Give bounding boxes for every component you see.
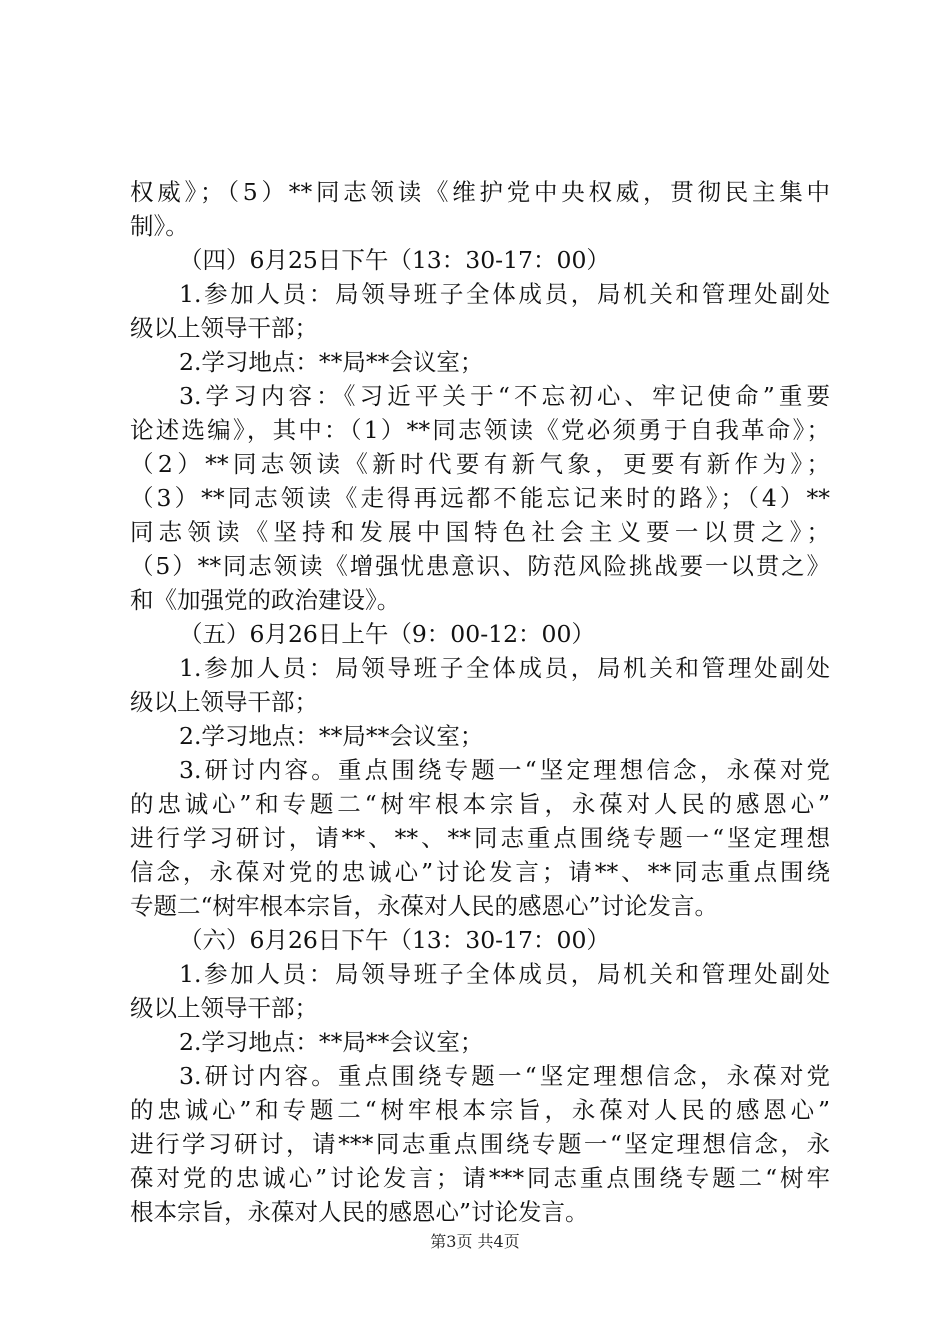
paragraph-line: 进行学习研讨，请***同志重点围绕专题一“坚定理想信念，永 — [130, 1130, 830, 1158]
section-heading: （四）6月25日下午（13：30-17：00） — [179, 246, 610, 274]
paragraph-line: 1.参加人员：局领导班子全体成员，局机关和管理处副处 — [179, 280, 830, 308]
page-footer: 第3页 共4页 — [430, 1232, 520, 1251]
paragraph-line: 根本宗旨，永葆对人民的感恩心”讨论发言。 — [130, 1198, 589, 1226]
paragraph-line: 级以上领导干部； — [130, 688, 318, 716]
paragraph-line: （3）**同志领读《走得再远都不能忘记来时的路》；（4）** — [130, 484, 830, 512]
paragraph-line: 进行学习研讨，请**、**、**同志重点围绕专题一“坚定理想 — [130, 824, 830, 852]
paragraph-line: 1.参加人员：局领导班子全体成员，局机关和管理处副处 — [179, 654, 830, 682]
paragraph-line: 和《加强党的政治建设》。 — [130, 586, 401, 614]
paragraph-line: （2）**同志领读《新时代要有新气象，更要有新作为》； — [130, 450, 830, 478]
paragraph-line: 制》。 — [130, 212, 189, 240]
paragraph-line: 的忠诚心”和专题二“树牢根本宗旨，永葆对人民的感恩心” — [130, 1096, 830, 1124]
paragraph-line: 2.学习地点：**局**会议室； — [179, 722, 484, 750]
paragraph-line: （5）**同志领读《增强忧患意识、防范风险挑战要一以贯之》 — [130, 552, 830, 580]
paragraph-line: 同志领读《坚持和发展中国特色社会主义要一以贯之》； — [130, 518, 830, 546]
paragraph-line: 信念，永葆对党的忠诚心”讨论发言；请**、**同志重点围绕 — [130, 858, 830, 886]
paragraph-line: 3.研讨内容。重点围绕专题一“坚定理想信念，永葆对党 — [179, 1062, 830, 1090]
paragraph-line: 专题二“树牢根本宗旨，永葆对人民的感恩心”讨论发言。 — [130, 892, 719, 920]
section-heading: （六）6月26日下午（13：30-17：00） — [179, 926, 610, 954]
paragraph-line: 3.学习内容：《习近平关于“不忘初心、牢记使命”重要 — [179, 382, 830, 410]
section-heading: （五）6月26日上午（9：00-12：00） — [179, 620, 595, 648]
paragraph-line: 2.学习地点：**局**会议室； — [179, 348, 484, 376]
paragraph-line: 葆对党的忠诚心”讨论发言；请***同志重点围绕专题二“树牢 — [130, 1164, 830, 1192]
paragraph-line: 2.学习地点：**局**会议室； — [179, 1028, 484, 1056]
paragraph-line: 级以上领导干部； — [130, 314, 318, 342]
paragraph-line: 的忠诚心”和专题二“树牢根本宗旨，永葆对人民的感恩心” — [130, 790, 830, 818]
paragraph-line: 权威》；（5）**同志领读《维护党中央权威，贯彻民主集中 — [130, 178, 830, 206]
paragraph-line: 3.研讨内容。重点围绕专题一“坚定理想信念，永葆对党 — [179, 756, 830, 784]
paragraph-line: 论述选编》，其中：（1）**同志领读《党必须勇于自我革命》； — [130, 416, 830, 444]
paragraph-line: 1.参加人员：局领导班子全体成员，局机关和管理处副处 — [179, 960, 830, 988]
paragraph-line: 级以上领导干部； — [130, 994, 318, 1022]
